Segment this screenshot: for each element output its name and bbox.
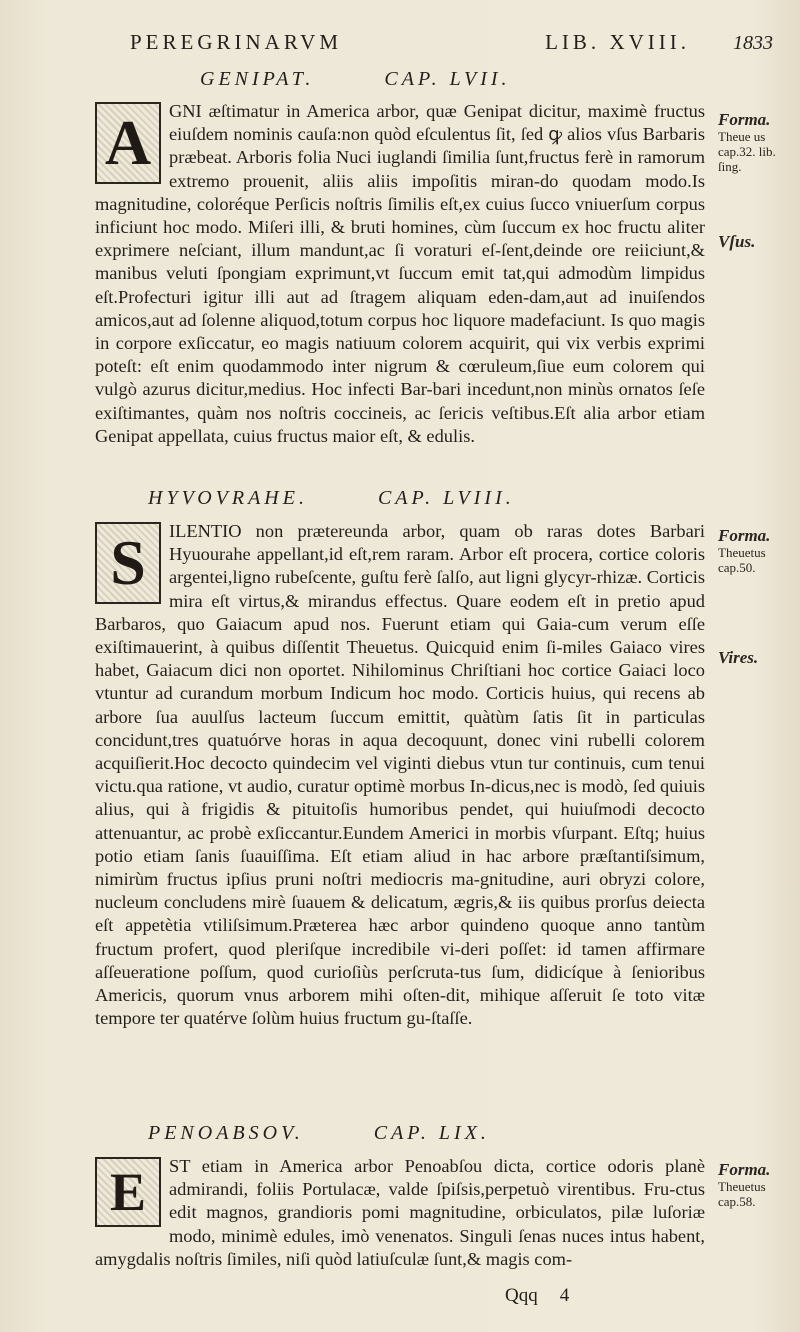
chapter-heading: PENOABSOV. CAP. LIX. [148,1122,490,1144]
folio-number: 1833 [733,32,773,54]
margin-note: Forma. Theuetus cap.58. [718,1160,771,1209]
signature-mark: Qqq 4 [505,1285,570,1306]
paragraph: GNI æſtimatur in America arbor, quæ Genipat dicitur, maximè fructus eiuſdem nominis cauſa:non quòd eſculentus ſit, ſed ꝙ alios vſus Barbaris præbeat. Arboris folia Nuci iuglandi ſimilia ſunt,fructus ferè in ramorum extremo prouenit, aliis aliis impoſitis miran-do quodam modo.Is magnitudine, coloréque Perſicis noſtris ſimilis eſt,ex cuius ſucco vniuerſum corpus inficiunt hoc modo. Miſeri illi, & bruti homines, cùm ſuccum ex hoc fructu aliter exprimere neſciant, illum mandunt,ac ſi voraturi eſ-ſent,deinde ore reiiciunt,& manibus veluti ſpongiam exprimunt,vt ſuccum emit tat,qui admodùm limpidus eſt.Profecturi igitur illi aut ad ſtragem aliquam eden-dam,aut ad inuiſendos amicos,aut ad ſolenne aliquod,totum corpus hoc liquore madefaciunt. Is quo magis in corpore exſiccatur, eo magis natiuum colorem acquirit, qui vix verbis exprimi poteſt: eſt enim quodammodo inter nigrum & cœruleum,ſiue eum colorem qui vulgò azurus dicitur,medius. Hoc infecti Bar-bari incedunt,non minùs ornatos ſeſe exiſtimantes, quàm nos noſtris coccineis, ac ſericis veſtibus.Eſt alia arbor etiam Genipat appellata, cuius fructus maior eſt, & edulis. [95,101,705,446]
running-head [130,30,690,55]
drop-cap: S [95,522,161,604]
drop-cap: A [95,102,161,184]
chapter-text [95,100,705,448]
margin-note: Vſus. [718,232,756,251]
chapter-heading: GENIPAT. CAP. LVII. [200,68,511,90]
drop-cap: E [95,1157,161,1227]
chapter-text [95,1155,705,1271]
chapter-text [95,520,705,1030]
paragraph: ILENTIO non prætereunda arbor, quam ob raras dotes Barbari Hyuourahe appellant,id eſt,rem raram. Arbor eſt procera, cortice coloris argentei,ligno rubeſcente, guſtu ferè ſalſo, aut ligni glycyr-rhizæ. Corticis mira eſt virtus,& mirandus effectus. Quare eodem eſt in pretio apud Barbaros, quo Gaiacum apud nos. Fuerunt etiam qui Gaia-cum verum eſſe exiſtimauerint, à quibus diſſentit Theuetus. Quicquid enim ſi-miles Gaiaco vires habet, Gaiacum dici non oportet. Nihilominus Chriſtiani hoc cortice Gaiaci loco vtuntur ad curandum morbum Indicum hoc modo. Corticis huius, qui recens ab arbore ſua auulſus lacteum ſuccum emittit, quàtùm ſatis ſit in particulas concidunt,tres quatuórve horas in aqua decoquunt, donec vini rubelli colorem acquiſierit.Hoc decocto quindecim vel viginti diebus vtun tur continuis, cum tenui victu.qua ratione, vt audio, curatur optimè morbus In-dicus,nec is modò, ſed quiuis alius, qui à frigidis & pituitoſis humoribus pendet, qui huiuſmodi decocto attenuantur, ac probè exſiccantur.Eundem Americi in morbis vſurpant. Eſtq; huius potio etiam ſanis ſuauiſſima. Eſt etiam aliud in hac arbore præſtantiſsimum, nimirùm fructus ipſius pruni noſtri mediocris ma-gnitudine, auri obryzi colore, nucleum concludens mirè ſuauem & delicatum, ægris,& iis quibus prorſus deiecta eſt appetètia vtiliſsimum.Præterea hæc arbor quindeno quoque anno tantùm fructum profert, quod pleriſque incredibile vi-deri poſſet: id tamen affirmare aſſeueratione poſſum, quod curioſiùs perſcruta-tus ſum, didicíque à ſenioribus Americis, quorum vnus arborem mihi oſten-dit, mihique aſſeruit ſe toto vitæ tempore ter quatérve ſolùm huius fructum gu-ſtaſſe. [95,521,705,1029]
margin-note: Forma. Theuetus cap.50. [718,526,771,575]
running-head-title: PEREGRINARVM [130,30,343,54]
chapter-heading: HYVOVRAHE. CAP. LVIII. [148,487,515,509]
margin-note: Forma. Theue us cap.32. lib. ſing. [718,110,776,174]
paragraph: ST etiam in America arbor Penoabſou dicta, cortice odoris planè admirandi, foliis Portulacæ, valde ſpiſsis,perpetuò virentibus. Fru-ctus edit magnos, grandioris pomi magnitudine, orbiculatos, pilæ luſoriæ modo, minimè edules, imò venenatos. Singuli ſenas nuces intus habent, amygdalis noſtris ſimiles, niſi quòd latiuſculæ ſunt,& magis com- [95,1156,705,1269]
running-head-book: LIB. XVIII. [545,30,690,54]
margin-note: Vires. [718,648,759,667]
